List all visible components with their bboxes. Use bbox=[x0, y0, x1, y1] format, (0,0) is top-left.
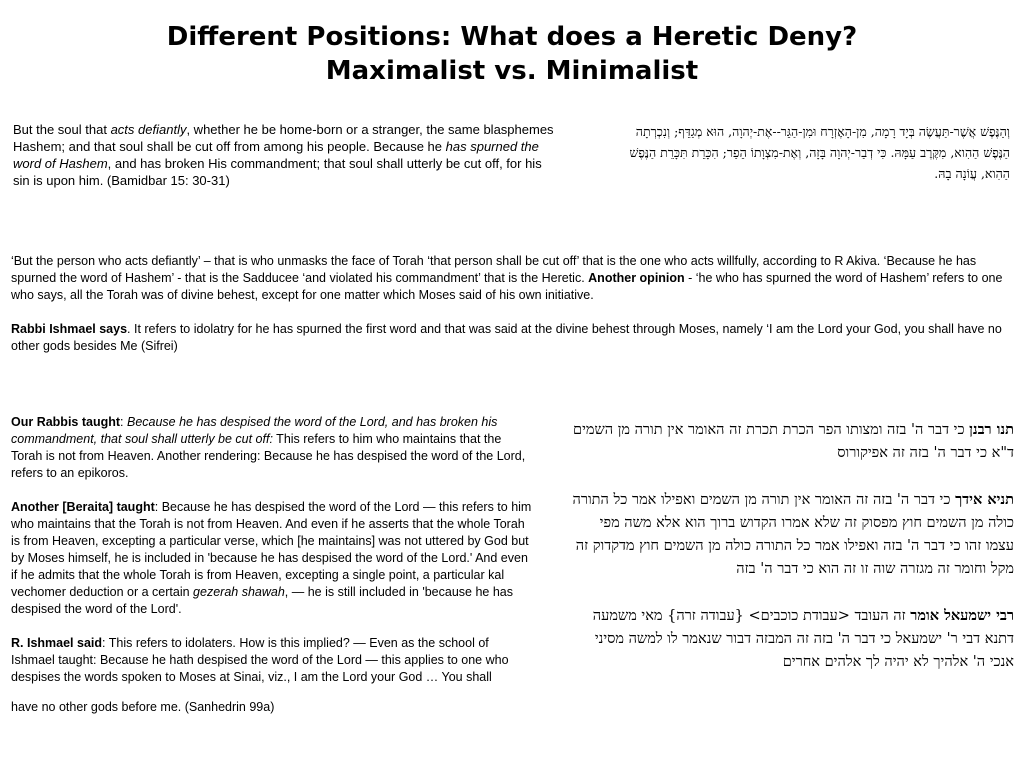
sanhedrin-text: : bbox=[120, 415, 127, 429]
sanhedrin-hebrew-text-part: כי דבר ה' בזה זה האומר אין תורה מן השמים ואפילו אמר כל התורה כולה מן השמים חוץ מפסוק זה שלא אמרו הקדוש ברוך הוא אלא משה מפי עצמו זהו כי דבר ה' בזה ואפילו אמר כל התורה כולה מן השמים חוץ מדקדוק זה מקל וחומר זה מגזרה שוה זו זה הוא כי דבר ה' בזה bbox=[572, 492, 1014, 577]
sanhedrin-english-paragraph-3 bbox=[11, 635, 535, 686]
sifrei-text: ‘But the person who acts defiantly’ – that is who unmasks the face of Torah ‘that person shall be cut off’ that is the one who acts willfully, according to R Akiva. ‘Because he has spurned the word of Hashem’ - that is the Sadducee ‘and violated his commandment’ that is the Heretic. bbox=[11, 254, 977, 285]
sanhedrin-hebrew-bold-phrase: רבי ישמעאל אומר bbox=[910, 607, 1014, 624]
sanhedrin-hebrew-bold-phrase: תניא אידך bbox=[955, 491, 1014, 508]
sanhedrin-bold-phrase: Our Rabbis taught bbox=[11, 415, 121, 429]
sanhedrin-hebrew-text-part: זה העובד <עבודת כוכבים> {עבודה זרה} מאי משמעה דתנא דבי ר' ישמעאל כי דבר ה' בזה זה המבזה דבור שנאמר לו למשה מסיני אנכי ה' אלהיך לא יהיה לך אלהים אחרים bbox=[592, 608, 1014, 670]
sanhedrin-text: This refers to him who maintains that the Torah is not from Heaven. Another rendering: Because he has despised the word of the Lord, refers to an epikoros. bbox=[11, 432, 526, 480]
bamidbar-italic-phrase: acts defiantly bbox=[110, 122, 187, 137]
sanhedrin-hebrew-paragraph-3 bbox=[568, 604, 1014, 674]
sanhedrin-hebrew-bold-phrase: תנו רבנן bbox=[969, 421, 1014, 438]
sanhedrin-text: , — he is still included in 'because he has despised the word of the Lord'. bbox=[11, 585, 513, 616]
sanhedrin-english-tail: have no other gods before me. (Sanhedrin 99a) bbox=[11, 700, 275, 714]
sanhedrin-italic-phrase: gezerah shawah bbox=[193, 585, 285, 599]
bamidbar-text-part: But the soul that bbox=[13, 122, 111, 137]
sifrei-bold-phrase: Rabbi Ishmael says bbox=[11, 322, 128, 336]
sanhedrin-text: : Because he has despised the word of the Lord — this refers to him who maintains that the Torah is not from Heaven. And even if he asserts that the whole Torah is from Heaven, excepting a particular verse, which [he maintains] was not uttered by God but by Moses himself, he is included in 'because he has despised the word of the Lord.' And even if he admits that the whole Torah is from Heaven, excepting a single point, a particular kal vechomer deduction or a certain bbox=[11, 500, 532, 599]
sanhedrin-bold-phrase: R. Ishmael said bbox=[11, 636, 103, 650]
sifrei-text: - ‘he who has spurned the word of Hashem’ refers to one who says, all the Torah was of divine behest, except for one matter which Moses said of his own initiative. bbox=[11, 271, 1003, 302]
sanhedrin-hebrew-paragraph-1 bbox=[568, 418, 1014, 465]
bamidbar-italic-phrase: has spurned the word of Hashem bbox=[13, 139, 539, 171]
sanhedrin-hebrew-text-part: כי דבר ה' בזה ומצותו הפר הכרת תכרת זה האומר אין תורה מן השמים ד"א כי דבר ה' בזה זה אפיקורוס bbox=[573, 422, 1014, 461]
sanhedrin-english-text bbox=[11, 414, 535, 703]
title-line-1: Different Positions: What does a Heretic Deny? bbox=[166, 22, 858, 52]
sanhedrin-text: : This refers to idolaters. How is this implied? — Even as the school of Ishmael taught: Because he hath despised the word of the Lord — this applies to one who despises the words spoken to Moses at Sinai, viz., I am the Lord your God … You shall bbox=[11, 636, 509, 684]
slide-title bbox=[0, 20, 1024, 88]
bamidbar-english-text bbox=[13, 121, 561, 189]
sifrei-bold-phrase: Another opinion bbox=[588, 271, 685, 285]
sifrei-paragraph-1 bbox=[11, 253, 1015, 304]
sifrei-paragraph-2 bbox=[11, 321, 1015, 355]
bamidbar-hebrew-text bbox=[608, 121, 1010, 184]
sanhedrin-english-paragraph-1 bbox=[11, 414, 535, 482]
sanhedrin-bold-phrase: Another [Beraita] taught bbox=[11, 500, 155, 514]
sifrei-text: . It refers to idolatry for he has spurned the first word and that was said at the divine behest through Moses, namely ‘I am the Lord your God, you shall have no other gods besides Me (Sifrei) bbox=[11, 322, 1002, 353]
bamidbar-hebrew-verse: וְהַנֶּפֶשׁ אֲשֶׁר-תַּעֲשֶׂה בְּיָד רָמָה, מִן-הָאֶזְרָח וּמִן-הַגֵּר--אֶת-יְהוָה, הוּא מְגַדֵּף; וְנִכְרְתָה הַנֶּפֶשׁ הַהִוא, מִקֶּרֶב עַמָּהּ. כִּי דְבַר-יְהוָה בָּזָה, וְאֶת-מִצְוָתוֹ הֵפַר; הִכָּרֵת תִּכָּרֵת הַנֶּפֶשׁ הַהִוא, עֲוֹנָה בָהּ. bbox=[629, 124, 1010, 181]
sifrei-commentary bbox=[11, 253, 1015, 372]
sanhedrin-hebrew-paragraph-2 bbox=[568, 488, 1014, 581]
sanhedrin-hebrew-text bbox=[568, 418, 1014, 697]
title-line-2: Maximalist vs. Minimalist bbox=[325, 56, 699, 86]
bamidbar-text-part: , and has broken His commandment; that soul shall utterly be cut off, for his sin is upon him. (Bamidbar 15: 30-31) bbox=[13, 156, 542, 188]
sanhedrin-italic-phrase: Because he has despised the word of the Lord, and has broken his commandment, that soul shall utterly be cut off: bbox=[11, 415, 498, 446]
bamidbar-text-part: , whether he be home-born or a stranger, the same blasphemes Hashem; and that soul shall be cut off from among his people. Because he bbox=[13, 122, 554, 154]
sanhedrin-english-paragraph-2 bbox=[11, 499, 535, 618]
